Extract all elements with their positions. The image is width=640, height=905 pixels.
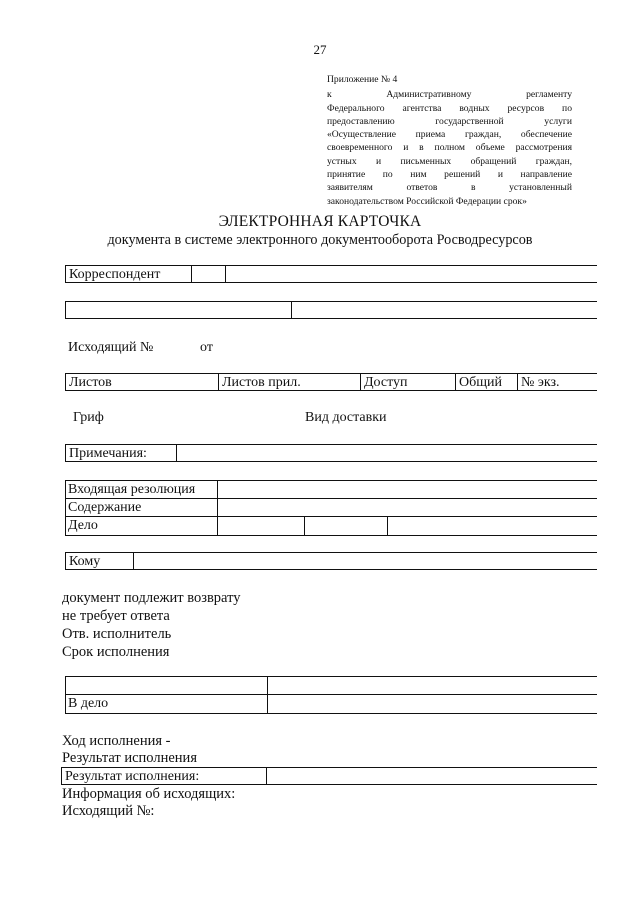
to-label: Кому (69, 554, 101, 569)
resolution-block (65, 480, 597, 536)
blank-row (65, 301, 597, 319)
notes-label: Примечания: (69, 446, 147, 461)
access-value: Общий (459, 375, 502, 390)
no-reply-status-text: не требует ответа (62, 608, 170, 624)
to-field[interactable] (133, 553, 597, 569)
attachments-field[interactable] (218, 374, 360, 390)
appendix-line: заявителям ответов в установленный (327, 182, 572, 194)
content-field[interactable] (218, 499, 597, 516)
blank-field-right[interactable] (291, 302, 597, 318)
outgoing-info-text: Информация об исходящих: (62, 786, 236, 802)
resolution-left-border (65, 480, 66, 535)
execution-progress-text: Ход исполнения - (62, 733, 171, 749)
appendix-line: своевременного и в полном объеме рассмотрения (327, 142, 572, 154)
incoming-resolution-label: Входящая резолюция (68, 482, 196, 497)
access-label: Доступ (364, 375, 408, 390)
incoming-resolution-field[interactable] (218, 481, 597, 498)
page-subtitle: документа в системе электронного документооборота Росводресурсов (107, 232, 533, 248)
case-field-3[interactable] (388, 517, 597, 535)
execution-result-row (61, 767, 597, 785)
case-label: Дело (68, 518, 98, 533)
delivery-type-label: Вид доставки (305, 410, 387, 425)
to-row (65, 552, 597, 570)
appendix-line: предоставлению государственной услуги (327, 115, 572, 127)
responsible-executor-text: Отв. исполнитель (62, 626, 172, 642)
appendix-line: принятие по ним решений и направление (327, 169, 572, 181)
outgoing-number-text: Исходящий №: (62, 803, 155, 819)
execution-result-text: Результат исполнения (62, 750, 197, 766)
outgoing-date-label: от (200, 340, 213, 355)
case-field-1[interactable] (218, 517, 304, 535)
attachments-label: Листов прил. (222, 375, 301, 390)
appendix-header: Приложение № 4 (327, 74, 398, 85)
page-number: 27 (313, 42, 327, 57)
execution-result-field[interactable] (266, 768, 597, 784)
correspondent-label: Корреспондент (69, 267, 161, 282)
sheets-label: Листов (69, 375, 112, 390)
resolution-bottom-border (65, 535, 597, 536)
in-case-field[interactable] (268, 695, 597, 713)
in-case-label: В дело (68, 696, 109, 711)
correspondent-name-field[interactable] (225, 266, 597, 282)
in-case-left-border (65, 676, 66, 713)
appendix-line: законодательством Российской Федерации срок» (327, 195, 527, 207)
in-case-top-field[interactable] (268, 677, 597, 694)
in-case-bottom-border (65, 713, 597, 714)
access-value-field[interactable] (455, 374, 517, 390)
appendix-line: устных и письменных обращений граждан, (327, 155, 572, 167)
deadline-text: Срок исполнения (62, 644, 170, 660)
grif-label: Гриф (73, 410, 104, 425)
correspondent-row (65, 265, 597, 283)
sheets-row (65, 373, 597, 391)
outgoing-number-label: Исходящий № (68, 340, 154, 355)
case-field-2[interactable] (305, 517, 387, 535)
content-label: Содержание (68, 500, 142, 515)
access-field[interactable] (360, 374, 455, 390)
appendix-block (327, 73, 572, 208)
execution-result-label: Результат исполнения: (65, 769, 200, 784)
correspondent-code-field[interactable] (191, 266, 225, 282)
page-title: ЭЛЕКТРОННАЯ КАРТОЧКА (218, 213, 422, 230)
notes-row (65, 444, 597, 462)
copy-number-field[interactable] (517, 374, 597, 390)
appendix-line: к Административному регламенту (327, 89, 572, 101)
return-status-text: документ подлежит возврату (62, 590, 241, 606)
blank-field-left[interactable] (66, 302, 291, 318)
in-case-block (65, 676, 597, 716)
appendix-line: Федерального агентства водных ресурсов по (327, 102, 572, 114)
copy-number-label: № экз. (521, 375, 560, 390)
appendix-line: «Осуществление приема граждан, обеспечение (327, 129, 572, 141)
notes-field[interactable] (176, 445, 597, 461)
